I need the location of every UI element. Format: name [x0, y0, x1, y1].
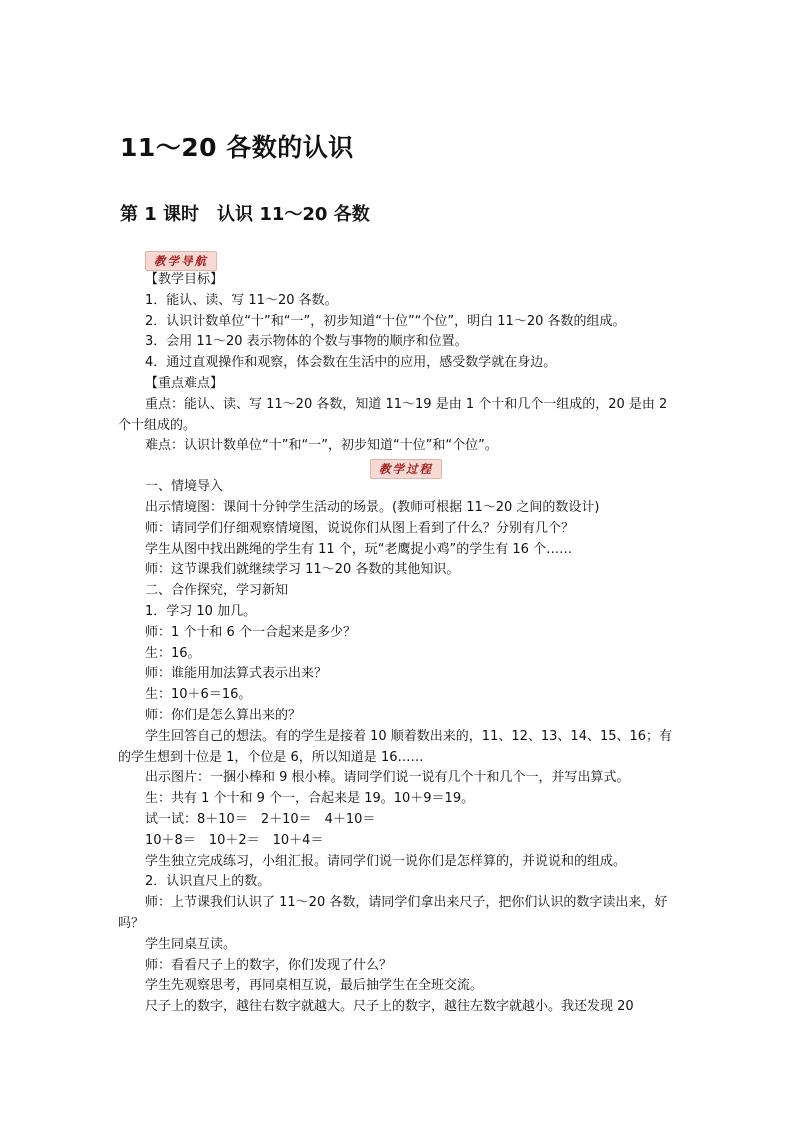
text-line: [118, 498, 680, 519]
teaching-guide-badge: 教学导航: [145, 251, 217, 271]
text-line: 学生独立完成练习，小组汇报。请同学们说一说你们是怎样算的，并说说和的组成。: [145, 853, 627, 869]
text-line: 学生先观察思考，再同桌相互说，最后抽学生在全班交流。: [145, 978, 484, 994]
try-exercise: 试一试：8＋10＝ 2＋10＝ 4＋10＝: [145, 811, 376, 827]
text-line: 学生同桌互读。: [145, 936, 237, 952]
text-line: 生：16。: [145, 645, 201, 661]
section-heading: 一、情境导入: [145, 479, 224, 495]
text-line: 生：10＋6＝16。: [145, 687, 252, 703]
text-line: 生：共有 1 个十和 9 个一，合起来是 19。10＋9＝19。: [145, 791, 475, 807]
goal-item: 3．会用 11～20 表示物体的个数与事物的顺序和位置。: [145, 334, 468, 350]
key-point: 重点：能认、读、写 11～20 各数，知道 11～19 是由 1 个十和几个一组成的，20 是由 2 个十组成的。: [118, 396, 668, 433]
text-line: 师：请同学们仔细观察情境图，说说你们从图上看到了什么？分别有几个？: [145, 520, 575, 536]
key-header: 【重点难点】: [145, 375, 224, 391]
text-line: 学生从图中找出跳绳的学生有 11 个，玩“老鹰捉小鸡”的学生有 16 个……: [145, 541, 573, 557]
goal-item: 2．认识计数单位“十”和“一”，初步知道“十位”“个位”，明白 11～20 各数的组成。: [145, 313, 626, 329]
goal-item: 4．通过直观操作和观察，体会数在生活中的应用，感受数学就在身边。: [145, 355, 557, 371]
text-line: 师：这节课我们就继续学习 11～20 各数的其他知识。: [145, 562, 460, 578]
ruler-paragraph: 师：上节课我们认识了 11～20 各数，请同学们拿出来尺子，把你们认识的数字读出来，好吗？: [118, 895, 668, 931]
text-line: 2．认识直尺上的数。: [145, 874, 271, 890]
text-line: 尺子上的数字，越往右数字就越大。尺子上的数字，越往左数字就越小。我还发现 20: [145, 999, 634, 1015]
teaching-process-badge: 教学过程: [370, 459, 442, 479]
text-line: 师：看看尺子上的数字，你们发现了什么？: [145, 957, 393, 973]
try-exercise-2: 10＋8＝ 10＋2＝ 10＋4＝: [145, 832, 324, 848]
page-title: 11～20 各数的认识: [120, 133, 354, 162]
text-line: 师：1 个十和 6 个一合起来是多少？: [145, 624, 356, 640]
text-line: 师：谁能用加法算式表示出来？: [145, 666, 328, 682]
text-line: 师：你们是怎么算出来的？: [145, 707, 302, 723]
lesson-content: [118, 270, 680, 1018]
situation-line: 出示情境图：课间十分钟学生活动的场景。(教师可根据 11～20 之间的数设计): [145, 499, 600, 515]
text-line: 出示图片：一捆小棒和 9 根小棒。请同学们说一说有几个十和几个一，并写出算式。: [145, 770, 630, 786]
counting-paragraph: 学生回答自己的想法。有的学生是接着 10 顺着数出来的，11、12、13、14、15、16；有的学生想到十位是 1，个位是 6，所以知道是 16……: [118, 728, 673, 765]
goals-header: 【教学目标】: [145, 272, 224, 287]
difficulty: 难点：认识计数单位“十”和“一”，初步知道“十位”和“个位”。: [145, 438, 498, 454]
lesson-title: 第 1 课时 认识 11～20 各数: [120, 204, 370, 225]
section-heading: 二、合作探究，学习新知: [145, 583, 289, 599]
text-line: 1．学习 10 加几。: [145, 603, 257, 619]
goal-item: 1．能认、读、写 11～20 各数。: [145, 292, 338, 308]
